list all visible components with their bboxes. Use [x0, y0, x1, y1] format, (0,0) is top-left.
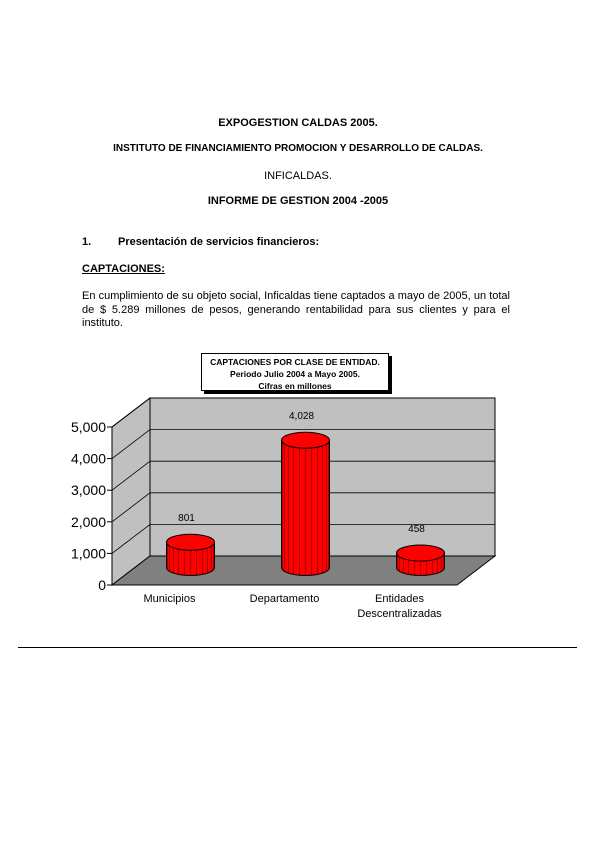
report-title: INFORME DE GESTION 2004 -2005 [207, 195, 389, 207]
y-tick-label: 4,000 [70, 450, 106, 467]
chart-units-line: Cifras en millones [258, 381, 332, 391]
y-tick-label: 3,000 [70, 482, 106, 499]
y-tick-label: 0 [98, 577, 106, 593]
institution-name: INSTITUTO DE FINANCIAMIENTO PROMOCION Y DESARROLLO DE CALDAS. [113, 143, 483, 154]
category-label: Descentralizadas [357, 608, 442, 620]
data-label: 4,028 [288, 411, 315, 423]
subsection-title: CAPTACIONES: [82, 263, 165, 275]
chart-side-wall [112, 398, 150, 585]
bar-2 [282, 432, 330, 575]
horizontal-rule [18, 647, 577, 648]
category-label: Entidades [375, 593, 424, 605]
document-title: EXPOGESTION CALDAS 2005. [218, 117, 378, 129]
data-label: 801 [178, 513, 195, 525]
bar-3 [397, 545, 445, 575]
chart-title-line: CAPTACIONES POR CLASE DE ENTIDAD. [210, 357, 380, 367]
y-tick-label: 5,000 [70, 419, 106, 435]
bar-1 [167, 534, 215, 575]
y-tick-label: 1,000 [70, 545, 106, 562]
body-paragraph: En cumplimiento de su objeto social, Inficaldas tiene captados a mayo de 2005, un total de $ 5.289 millones de pesos, generando rentabilidad para sus clientes y para el instituto. [82, 290, 510, 329]
section-title: Presentación de servicios financieros: [118, 236, 320, 248]
chart-title-box [201, 353, 389, 391]
section-number: 1. [82, 236, 92, 248]
data-label: 458 [408, 524, 425, 536]
chart-subtitle-line: Periodo Julio 2004 a Mayo 2005. [230, 369, 360, 379]
institution-acronym: INFICALDAS. [264, 170, 332, 182]
category-label: Departamento [249, 593, 320, 605]
category-label: Municipios [143, 593, 196, 605]
y-tick-label: 2,000 [70, 513, 106, 530]
